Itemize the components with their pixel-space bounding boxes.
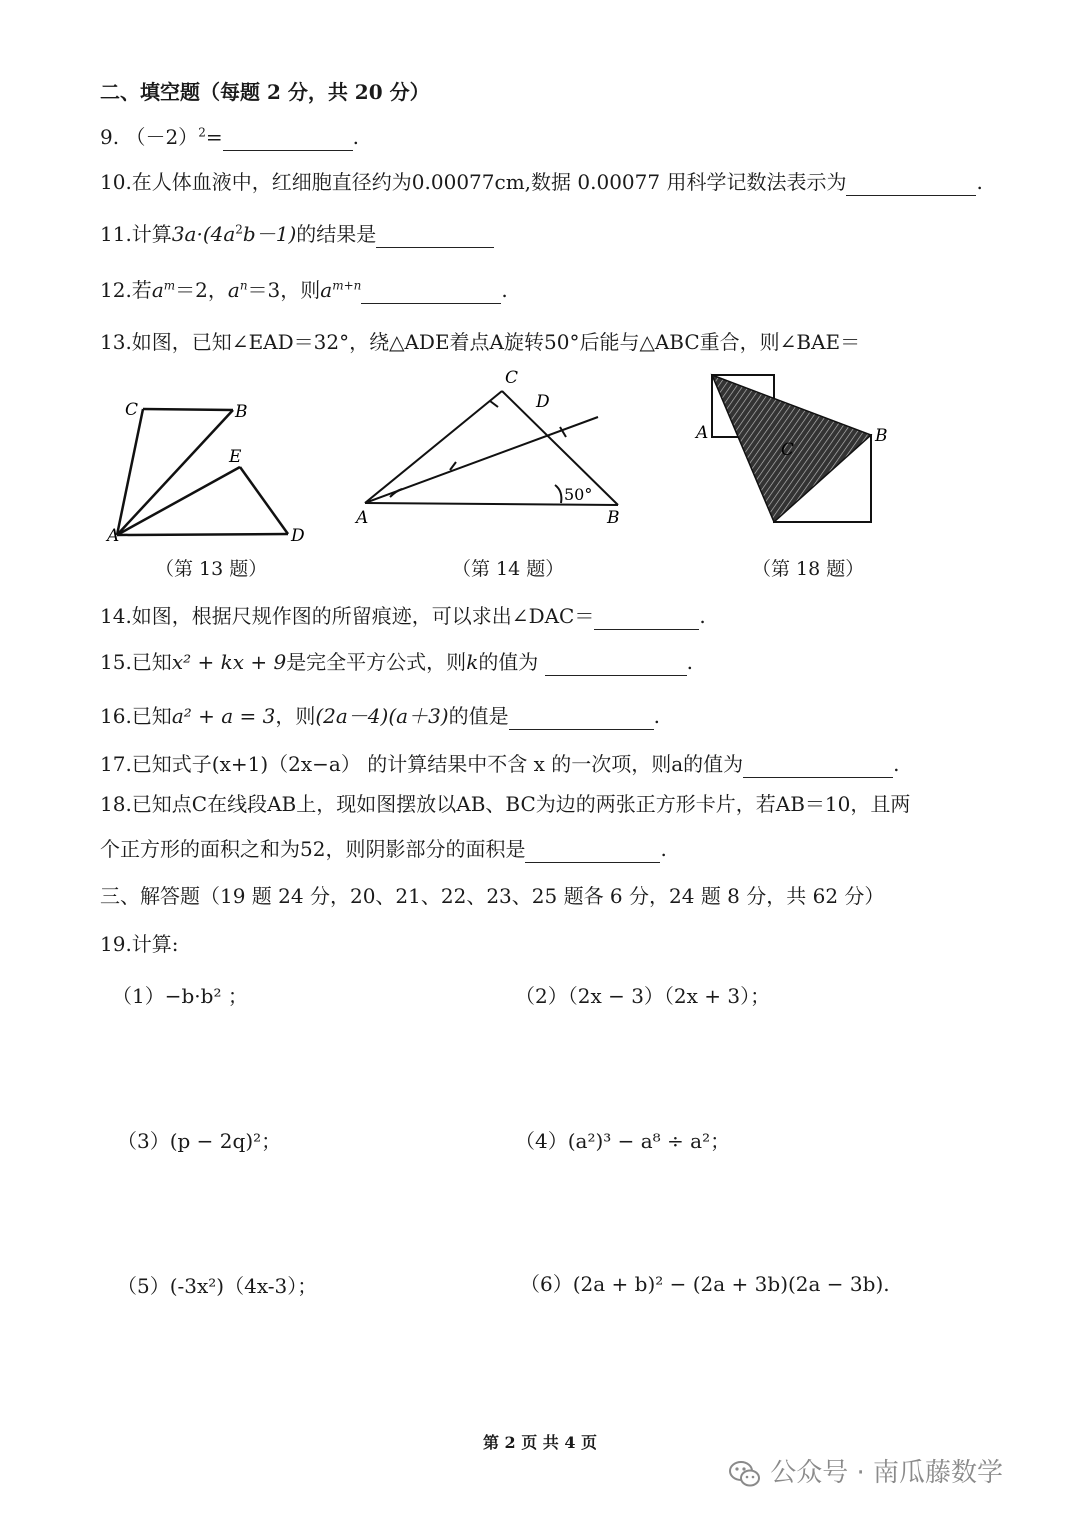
q19-part-1: （1）−b·b² ； [112,984,248,1008]
q19-part-5: （5）(-3x²)（4x-3）； [117,1274,318,1298]
caption-13: （第 13 题） [155,558,268,580]
section2-heading: 二、填空题（每题 2 分，共 20 分） [100,80,430,104]
segment-CB [143,409,233,410]
figure-13 [105,395,315,545]
label-D: D [291,526,305,545]
question-18-line2: 个正方形的面积之和为52，则阴影部分的面积是 . [100,837,667,861]
section3-heading: 三、解答题（19 题 24 分，20、21、22、23、25 题各 6 分，24 题 8 分，共 62 分） [100,884,885,908]
label-A: A [356,508,369,528]
question-15: 15.已知x² + kx + 9是完全平方公式，则k的值为 . [100,650,694,674]
figure-18 [690,365,920,535]
answer-blank-18[interactable] [525,840,660,863]
label-C: C [781,440,795,460]
answer-blank-12[interactable] [361,281,501,304]
question-13: 13.如图，已知∠EAD＝32°，绕△ADE着点A旋转50°后能与△ABC重合，则∠BAE＝ [100,330,861,354]
watermark-text: 公众号 · 南瓜藤数学 [770,1458,1004,1488]
segment-BA [117,410,233,535]
question-10: 10.在人体血液中，红细胞直径约为0.00077cm,数据 0.00077 用科学记数法表示为 . [100,170,983,194]
question-17: 17.已知式子(x+1)（2x−a） 的计算结果中不含 x 的一次项，则a的值为 . [100,752,900,776]
arc-mark-4 [490,401,498,407]
question-18-line1: 18.已知点C在线段AB上，现如图摆放以AB、BC为边的两张正方形卡片，若AB＝10，且两 [100,792,911,816]
angle-label-50: 50° [564,485,593,504]
figure-14 [350,365,640,535]
question-11: 11.计算$3a\cdot(4a^2b-1)$的结果是 [100,220,494,248]
caption-18: （第 18 题） [752,558,865,580]
answer-blank-10[interactable] [846,173,976,196]
watermark [728,1452,1003,1489]
question-9: 9. $(-2)^2=$ . [100,125,359,149]
label-B: B [875,426,888,446]
answer-blank-9[interactable] [223,128,353,151]
label-B: B [607,508,620,528]
answer-blank-14[interactable] [594,607,699,630]
angle-arc-B [555,485,561,503]
question-14: 14.如图，根据尺规作图的所留痕迹，可以求出∠DAC＝ . [100,604,706,628]
segment-CB [502,391,618,505]
answer-blank-15[interactable] [545,653,687,676]
caption-14: （第 14 题） [452,558,565,580]
question-19-title: 19.计算: [100,932,179,956]
question-12: 12.若$a^m=2$，$a^n=3$，则$a^{m+n}$ . [100,278,508,302]
question-16: 16.已知a² + a = 3，则(2a－4)(a＋3)的值是 . [100,704,660,728]
page-number: 第 2 页 共 4 页 [482,1433,598,1452]
q19-part-2: （2）（2x − 3）（2x + 3）； [515,984,771,1008]
q19-part-6: （6）(2a + b)² − (2a + 3b)(2a − 3b). [520,1272,890,1296]
segment-ED [240,467,288,534]
label-D: D [536,392,550,412]
answer-blank-17[interactable] [743,755,893,778]
segment-CA [117,409,143,535]
segment-AC [365,391,502,503]
segment-AD [117,534,288,535]
label-E: E [229,447,242,467]
label-C: C [125,400,139,420]
q19-part-3: （3）(p − 2q)²； [117,1129,282,1153]
label-A: A [107,526,120,545]
label-A: A [696,423,709,443]
q19-part-4: （4）(a²)³ − a⁸ ÷ a²； [515,1129,731,1153]
label-B: B [235,402,248,422]
wechat-icon [728,1459,762,1489]
answer-blank-16[interactable] [509,707,654,730]
answer-blank-11[interactable] [376,225,494,248]
label-C: C [505,368,519,388]
segment-AE [117,467,240,535]
